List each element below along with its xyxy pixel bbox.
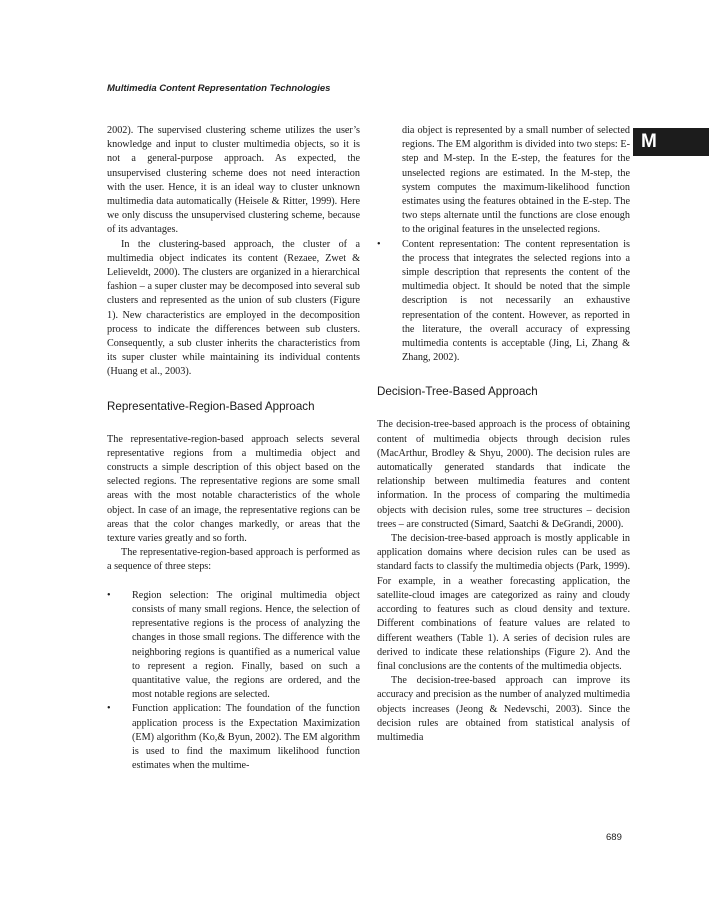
list-item-text: Function application: The foundation of the function application process is the Expectation Maximization (EM) algorithm (Ko,& Byun, 2002). The EM algorithm is used to find the maximum likelihood function estimates when the multime- (132, 703, 360, 772)
list-item-text: dia object is represented by a small number of selected regions. The EM algorithm is divided into two steps: E-step and M-step. In the E-step, the features for the unselected regions are estimated. In the M-step, the system computes the maximum-likelihood function estimates using the features obtained in the E-step. The two steps alternate until the functions are close enough to the original features in the unselected regions. (402, 125, 630, 236)
paragraph-continued: 2002). The supervised clustering scheme utilizes the user’s knowledge and input to cluster multimedia objects, so it is not a general-purpose approach. As expected, the unsupervised clustering scheme does not need interaction with the user. Hence, it is an ideal way to cluster unknown multimedia data automatically (Heisele & Ritter, 1999). Here we only discuss the unsupervised clustering scheme, because of its advantages. (107, 125, 360, 236)
paragraph-rrb-intro: The representative-region-based approach selects several representative regions from a multimedia object and constructs a simple description of this object based on the selected regions. The representative regions are some small areas with the most notable characteristics of the whole object. In case of an image, the representative regions can be areas that the color changes markedly, or areas that the texture varies greatly and so forth. (107, 433, 360, 545)
paragraph-dt-applicability: The decision-tree-based approach is mostly applicable in application domains where decision rules can be used as standard facts to classify the multimedia objects (Park, 1999). For example, in a weather forecasting application, the satellite-cloud images are categorized as rainy and cloudy according to features such as cloud density and texture. Different combinations of feature values are related to different weathers (Table 1). A series of decision rules are derived to indicate these relationships (Figure 2). And the final conclusions are the contents of the multimedia objects. (377, 533, 630, 672)
list-item (107, 589, 360, 703)
list-item (107, 702, 360, 773)
bullet-icon: • (377, 238, 381, 250)
paragraph-clustering: In the clustering-based approach, the cluster of a multimedia object indicates its content (Rezaee, Zwet & Lelieveldt, 2000). The clusters are organized in a hierarchical fashion – a super cluster may be decomposed into several sub clusters and represented as the union of sub clusters (Figure 1). New characteristics are employed in the decomposition process to indicate the differences between sub clusters. Consequently, a sub cluster inherits the characteristics from its super cluster while maintaining its individual contents (Huang et al., 2003). (107, 238, 360, 378)
bullet-icon: • (107, 589, 111, 601)
list-item-text: Region selection: The original multimedia object consists of many small regions. Hence, the selection of representative regions is the process of analyzing the changes in those small regions. The difference with the neighboring regions is quantified as a numerical value to represent a region. Finally, based on such a quantitative value, the regions are ordered, and the most notable regions are selected. (132, 589, 360, 701)
page-number: 689 (606, 832, 622, 843)
paragraph-dt-intro: The decision-tree-based approach is the process of obtaining content of multimedia objects through decision rules (MacArthur, Brodley & Shyu, 2000). The decision rules are automatically generated standards that indicate the relationship between multimedia features and content information. In the process of comparing the multimedia objects with decision rules, some tree structures – decision trees – are constructed (Simard, Saatchi & DeGrandi, 2000). (377, 419, 630, 530)
right-column (377, 124, 630, 745)
section-heading-decision-tree: Decision-Tree-Based Approach (377, 385, 538, 399)
steps-list-continued (377, 124, 630, 365)
running-head: Multimedia Content Representation Technologies (107, 83, 331, 94)
paragraph-dt-accuracy: The decision-tree-based approach can improve its accuracy and precision as the number of analyzed multimedia objects increases (Jeong & Nedevschi, 2003). Since the decision rules are obtained from statistical analysis of multimedia (377, 675, 630, 743)
list-item (377, 124, 630, 238)
section-heading-representative-region: Representative-Region-Based Approach (107, 399, 315, 413)
steps-list (107, 589, 360, 774)
left-column (107, 124, 360, 773)
paragraph-rrb-steps: The representative-region-based approach is performed as a sequence of three steps: (107, 547, 360, 573)
list-item (377, 238, 630, 366)
bullet-icon: • (107, 703, 111, 715)
section-tab-letter: M (633, 128, 709, 156)
list-item-text: Content representation: The content representation is the process that integrates the selected regions into a simple description that represents the content of the multimedia object. It should be noted that the simple description is not necessarily an exhaustive representation of the content. However, as reported in the literature, the overall accuracy of expressing multimedia contents is acceptable (Jing, Li, Zhang & Zhang, 2002). (402, 238, 630, 364)
